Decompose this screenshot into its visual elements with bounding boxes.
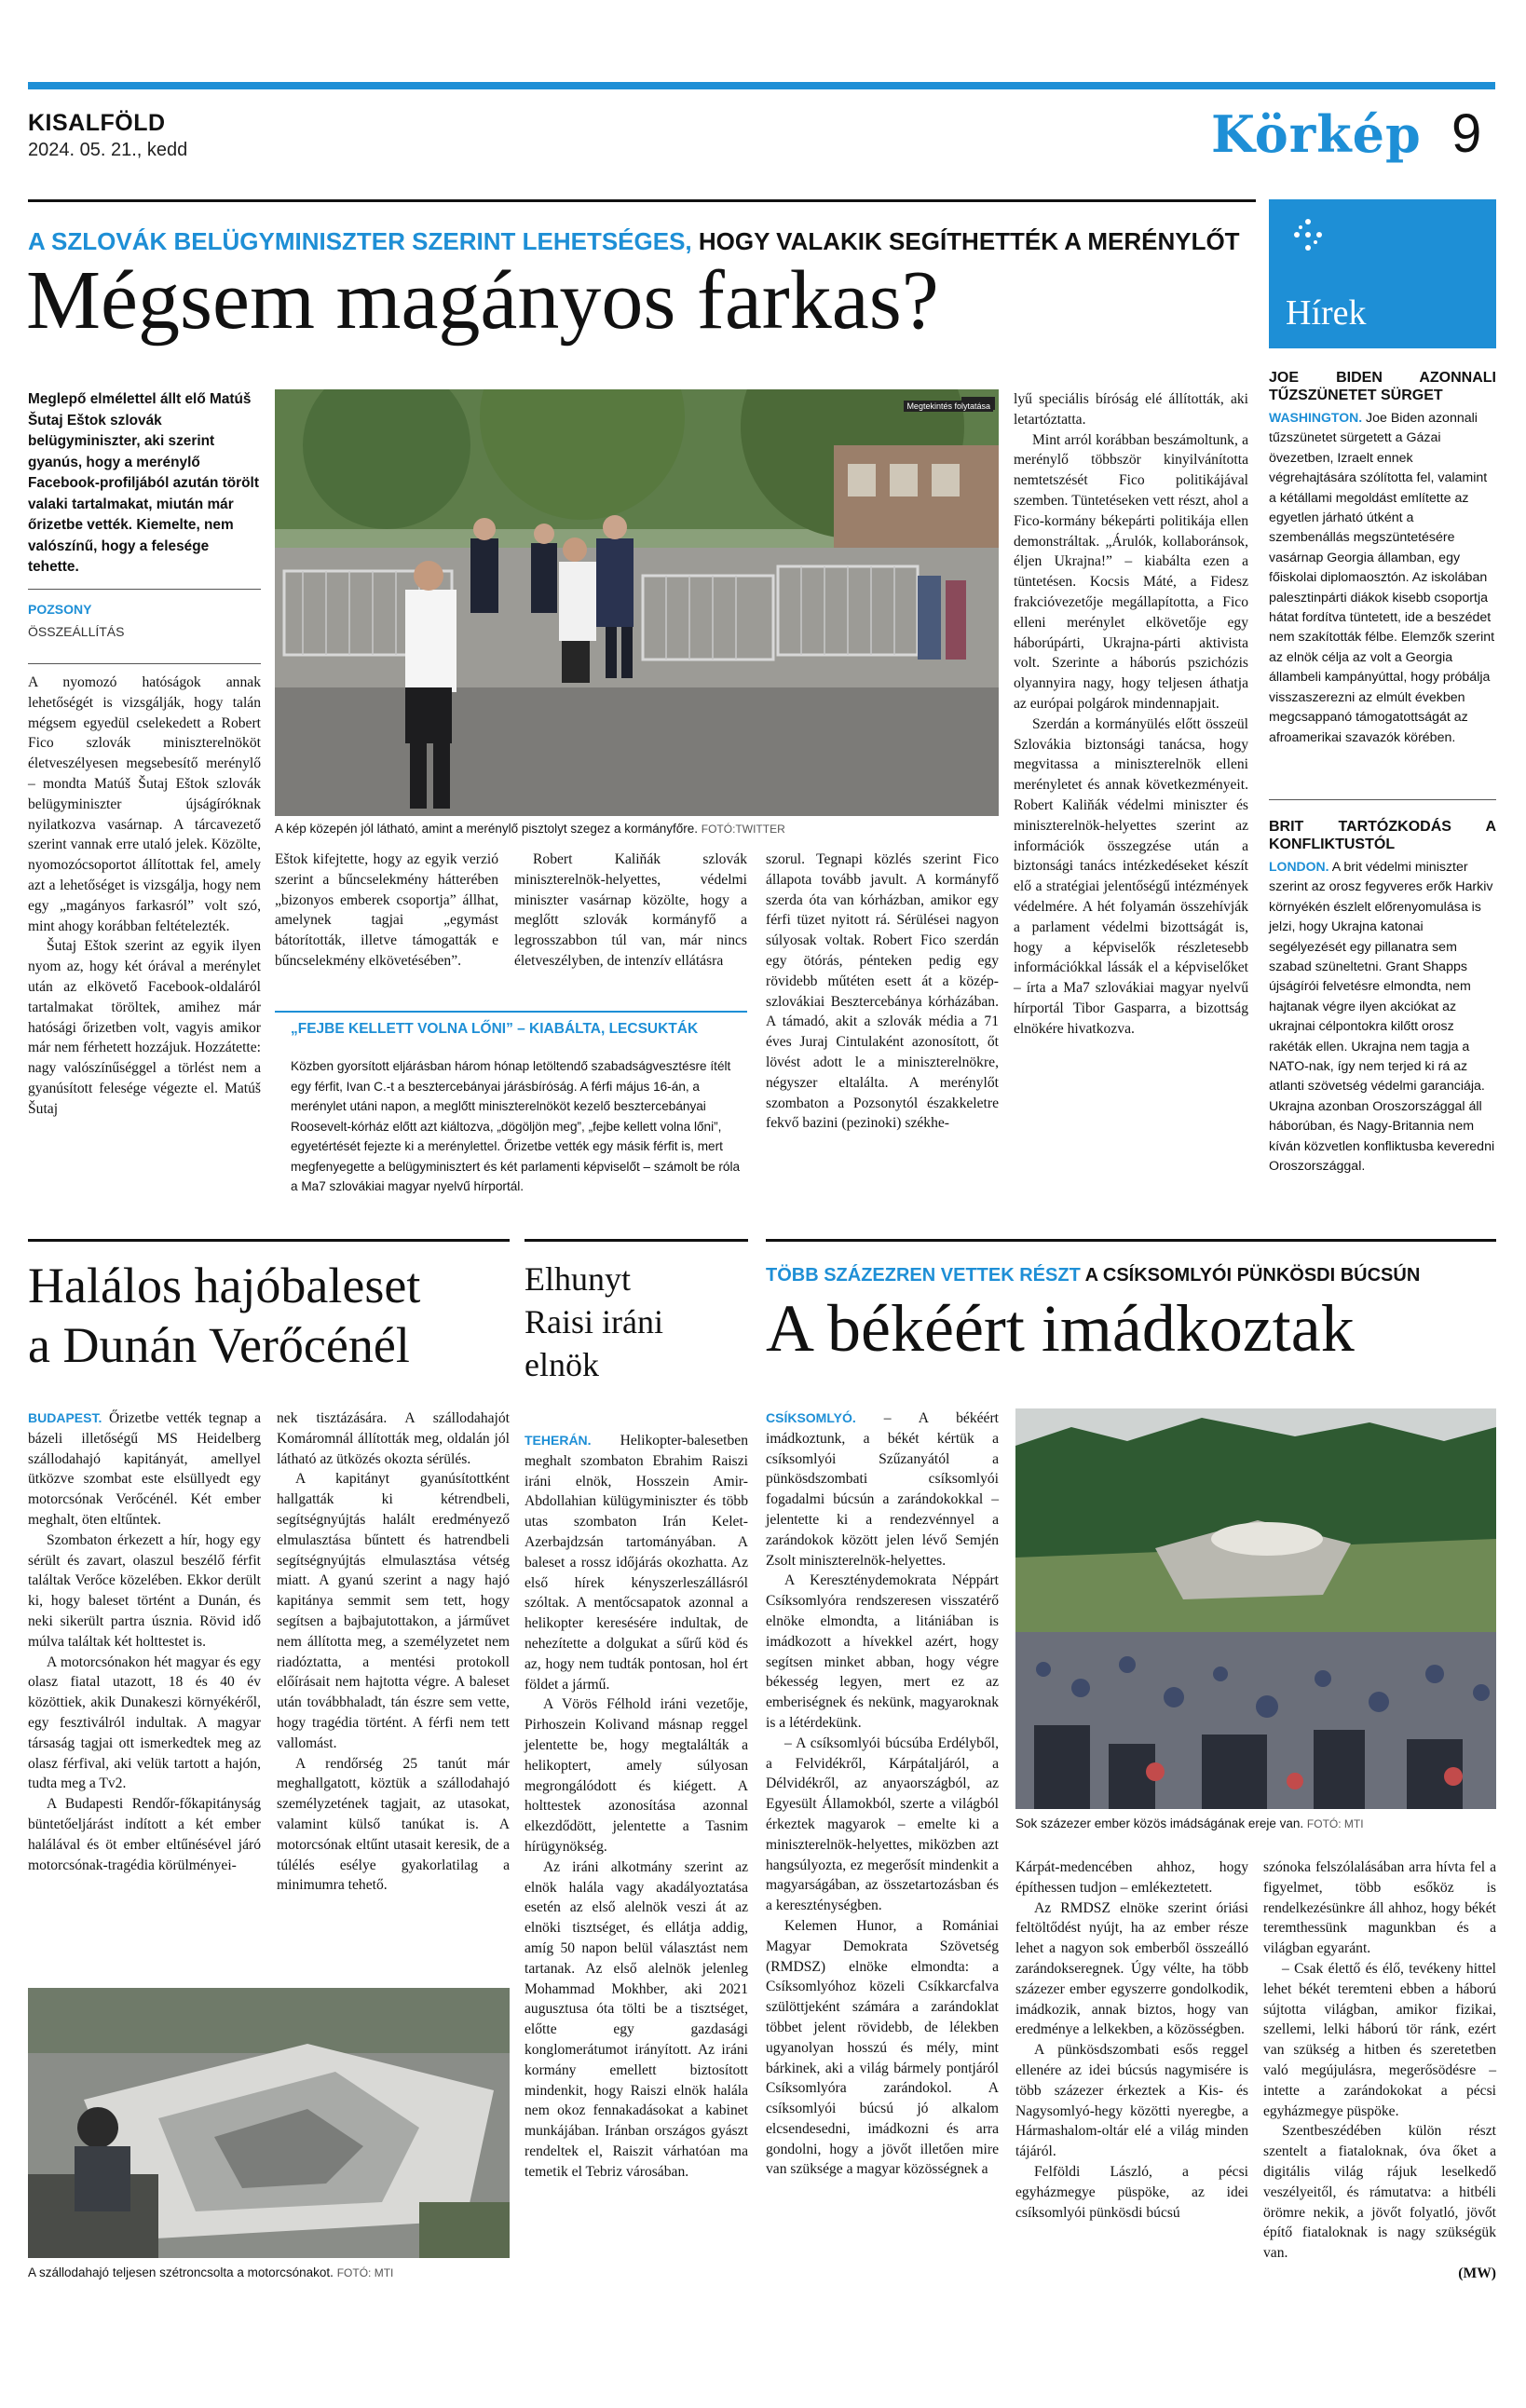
main-photo-caption <box>275 822 999 836</box>
photo-credit: FOTÓ:TWITTER <box>701 823 785 836</box>
peace-headline: A békéért imádkoztak <box>766 1291 1355 1366</box>
kicker-rest: A CSÍKSOMLYÓI PÜNKÖSDI BÚCSÚN <box>1080 1265 1421 1286</box>
box-rule <box>275 1011 747 1013</box>
main-column-3: Robert Kaliňák szlovák miniszterelnök-helyettes, védelmi miniszter vasárnap közölte, hogy a meglőtt szlovák kormányfő a legrosszabbon túl van, már nincs életveszélyben, de intenzív ellátásra <box>514 851 747 969</box>
ship-headline <box>28 1256 420 1375</box>
sidebar-item-1 <box>1269 369 1496 748</box>
byline: ÖSSZEÁLLÍTÁS <box>28 624 125 639</box>
main-headline: Mégsem magányos farkas? <box>26 254 939 347</box>
main-column-1: A nyomozó hatóságok annak lehetőségét is vizsgálják, hogy talán mégsem egyedül cselekedett a Robert Fico szlovák miniszterelnököt életveszélyesen megsebesítő merénylő – mondta Matúš Šutaj Eštok szlovák belügyminiszter újságíróknak nyilatkozva vasárnap. A tárcavezető szerint vannak erre utaló jelek. Közölte, nyomozócsoportot állítottak fel, amely azt a lehetőséget is vizsgálja, hogy nem egy „magányos farkasról” volt szó, mint ahogy korábban feltételezték. Šutaj Eštok szerint az egyik ilyen nyom az, hogy két órával a merénylet után az elkövető Facebook-oldaláról tartalmakat töröltek, amihez már hatósági őrizetben volt, vagyis amikor már nem férhetett hozzájuk. Hozzátette: nagy valószínűséggel a törlést nem a gyanúsított felesége végezte el. Matúš Šutaj <box>28 674 261 1117</box>
peace-kicker <box>766 1265 1420 1286</box>
main-lead: Meglepő elmélettel állt elő Matúš Šutaj Eštok szlovák belügyminiszter, aki szerint gyanús, hogy a merénylő Facebook-profiljából azután törölt valaki tartalmakat, miután már őrizetbe vették. Kiemelte, nem valószínű, hogy a felesége tehette. <box>28 391 259 575</box>
caption-text: A kép közepén jól látható, amint a merénylő pisztolyt szegez a kormányfőre. <box>275 822 698 836</box>
main-column-2: Eštok kifejtette, hogy az egyik verzió szerint a bűncselekmény hátterében „bizonyos emberek csoportja” állhat, amelynek tagjai „egymást bátorították, illetve támogatták e bűncselekmény elkövetésében”. <box>275 851 498 969</box>
sidebar-label: Hírek <box>1286 293 1367 333</box>
caption-text: Sok százezer ember közös imádságának ereje van. <box>1015 1816 1304 1830</box>
top-accent-bar <box>28 82 1495 89</box>
kicker-highlight: A SZLOVÁK BELÜGYMINISZTER SZERINT LEHETSÉGES, <box>28 227 692 255</box>
sidebar-item-text: Joe Biden azonnali tűzszünetet sürgetett a Gázai övezetben, Izraelt ennek végrehajtására szólította fel, valamint a kétállami megoldást említette az egyetlen járható útként a szembenállás megszüntetésére vasárnap Georgia államban, egy főiskolai diplomaosztón. Az iskolában palesztinpárti diákok kisebb csoportja hátat fordítva tüntetett, ide a beszédet nem szakították félbe. Elemzők szerint az elnök célja az volt a Georgia állambeli kampányúttal, hogy próbálja visszaszerezni az elmúlt években megcsappanó támogatottságát az afroamerikai szavazók körében. <box>1269 411 1495 745</box>
photo-scene <box>275 389 999 816</box>
sidebar-divider <box>1269 799 1496 800</box>
signature: (MW) <box>1458 2265 1496 2281</box>
issue-date: 2024. 05. 21., kedd <box>28 140 188 160</box>
main-photo <box>275 389 999 816</box>
page-number: 9 <box>1451 103 1482 164</box>
ship-photo-scene <box>28 1988 510 2258</box>
sidebar-item-title: BRIT TARTÓZKODÁS A KONFLIKTUSTÓL <box>1269 819 1496 852</box>
main-column-5: lyű speciális bíróság elé állították, aki letartóztatta. Mint arról korábban beszámoltunk, a merénylő többször kinyilvánította nemtetszését Fico politikájával szemben. Tüntetéseken vett részt, ahol a Fico-kormány békepárti politikája ellen demonstráltak. „Árulók, kollaboránsok, éljen Ukrajna!” – kiabálta ezen a tüntetésen. Kocsis Máté, a Fidesz frakcióvezetője megállapította, a Fico elleni merénylet elkövetője egy háborúpárti, Ukrajna-párti aktivista volt. Szerinte a háborús pszichózis olyannyira nagy, hogy teljesen áthatja az európai polgárok mindennapjait. Szerdán a kormányülés előtt összeül Szlovákia biztonsági tanácsa, hogy megvitassa a miniszterelnök elleni merényletet és annak következményeit. Robert Kaliňák védelmi miniszter és miniszterelnök-helyettes szerint az információk összegzése után a biztonsági tanács intézkedéseket készít elő a stratégiai jelentőségű intézmények védelmére. A hét folyamán összehívják a parlament védelmi bizottságát is, hogy a képviselők részletesebb információkkal lássák el a képviselőket – írta a Ma7 szlovákiai magyar nyelvű hírportál Tibor Gasparra, a bizottság elnökére hivatkozva. <box>1014 391 1248 1037</box>
rule <box>766 1239 1496 1242</box>
ship-photo <box>28 1988 510 2258</box>
byline-rule <box>28 663 261 664</box>
dots-logo-icon <box>1289 216 1327 253</box>
ship-column-1: BUDAPEST. Őrizetbe vették tegnap a bázeli illetőségű MS Heidelberg szállodahajó kapitányát, amellyel ütközve szombat este elsüllyedt egy motorcsónak Verőcénél. Két ember meghalt, öten eltűntek. Szombaton érkezett a hír, hogy egy sérült és zavart, olaszul beszélő férfit találtak Verőce közelében. Ekkor derült ki, hogy baleset történt a Dunán, és neki sikerült partra úsznia. Rövid idő múlva találtak két holttestet is. A motorcsónakon hét magyar és egy olasz fiatal utazott, 18 és 40 év közöttiek, akik Dunakeszi környékéről, egy fesztiválról indultak. A magyar társaság tagjai ott ismerkedtek meg az olasz férfival, aki velük tartott a hajón, tudta meg a Tv2. A Budapesti Rendőr-főkapitányság büntetőeljárást indított a két ember halálával és öt ember eltűnésével járó motorcsónak-tragédia körülményei- <box>28 1410 261 1873</box>
kicker-highlight: TÖBB SZÁZEZREN VETTEK RÉSZT <box>766 1265 1081 1286</box>
sidebar-item-title: JOE BIDEN AZONNALI TŰZSZÜNETET SÜRGET <box>1269 370 1496 403</box>
sidebar-item-text: A brit védelmi miniszter szerint az orosz fegyveres erők Harkiv környékén észlelt előrenyomulása is jelzi, hogy Ukrajna katonai segélyezését egy pillanatra sem szabad szüneltetni. Grant Shapps újságírói felvetésre elmondta, nem hajtanak végre ilyen akciókat az ukrajnai célpontokra kilőtt orosz rakéták ellen. Ukrajna nem tagja a NATO-nak, így nem terjed ki rá az atlanti szövetség védelmi garanciája. Ukrajna azonban Oroszországgal áll háborúban, és Nagy-Britannia nem kíván közvetlen konfliktusba keveredni Oroszországgal. <box>1269 860 1495 1175</box>
dateline: POZSONY <box>28 602 92 617</box>
ship-headline-line1: Halálos hajóbaleset <box>28 1258 421 1313</box>
box-title: „FEJBE KELLETT VOLNA LŐNI” – KIABÁLTA, LECSUKTÁK <box>291 1021 699 1037</box>
photo-overlay-tag: Megtekintés folytatása <box>904 401 993 412</box>
rule <box>28 1239 510 1242</box>
peace-column-2: Kárpát-medencében ahhoz, hogy építhessen tudjon – emlékeztetett. Az RMDSZ elnöke szerint óriási feltöltődést nyújt, ha az ember része lehet a nagyon sok emberből összeálló zarándokseregnek. Úgy vélte, ha több százezer ember egyszerre gondolkodik, imádkozik, annak biztos, hogy van eredménye a lelkekben, a közösségben. A pünkösdszombati esős reggel ellenére az idei búcsús nagymisére is több százezer érkeztek a Kis- és Nagysomlyó-hegy közötti nyeregbe, a Hármashalom-oltár elé a világ minden tájáról. Felföldi László, a pécsi egyházmegye püspöke, az idei csíksomlyói pünkösdi búcsú <box>1015 1859 1248 2221</box>
peace-column-1: CSÍKSOMLYÓ. – A békéért imádkoztunk, a békét kértük a csíksomlyói Szűzanyától a pünkösdszombati csíksomlyói fogadalmi búcsún a zarándokokkal – jelentette ki a rendezvénnyel a zarándokok között jelen lévő Semjén Zsolt miniszterelnök-helyettes. A Kereszténydemokrata Néppárt Csíksomlyóra rendszeresen visszatérő elnöke elmondta, a litániában is imádkozott a hívekkel azért, hogy segítsen minket abban, hogy végre békesség legyen, mert ez az emberiségnek és nekünk, magyaroknak is a létérdekünk. – A csíksomlyói búcsúba Erdélyből, a Felvidékről, Kárpátaljáról, a Délvidékről, az anyaországból, az Egyesült Államokból, szerte a világból érkeztek magyarok – emelte ki a miniszterelnök-helyettes, miközben azt hangsúlyozta, ez megerősít mindenkit a magyarságában, az összetartozásban és a kereszténységben. Kelemen Hunor, a Romániai Magyar Demokrata Szövetség (RMDSZ) elnöke elmondta: a Csíksomlyóhoz közeli Csíkkarcfalva szülöttjeként számára a zarándoklat többet jelent rövidebb, de lélekben ugyanolyan hosszú és mély, mint bárkinek, aki a világ bármely pontjáról Csíksomlyóra zarándokol. A csíksomlyói búcsú jó alkalom elcsendesedni, imádkozni és arra gondolni, hogy a jövőt illetően mire van szüksége a magyar közösségnek a <box>766 1410 999 2178</box>
peace-column-3: szónoka felszólalásában arra hívta fel a figyelmet, több esőköz is rendelkezésünkre áll ahhoz, hogy békét teremthessünk magunkban és a világban egyaránt. – Csak élettő és élő, tevékeny hittel lehet békét teremteni ebben a háború sújtotta világban, amikor fizikai, szellemi, lelki háború tör ránk, ezért van szükség a hitben és szeretetben való megújulásra, megerősödésre – intette a zarándokokat a pécsi egyházmegye püspöke. Szentbeszédében külön részt szentelt a fiataloknak, óva őket a digitális világ rájuk leselkedő veszélyeitől, és rámutatva: a hitbéli örömre nekik, a jövőt folyatló, jövőt építő fiataloknak is nagy szükségük van. (MW) <box>1263 1857 1496 2284</box>
rule <box>525 1239 748 1242</box>
caption-text: A szállodahajó teljesen szétroncsolta a motorcsónakot. <box>28 2265 334 2279</box>
photo-credit: FOTÓ: MTI <box>336 2266 394 2279</box>
raisi-dateline: TEHERÁN. <box>525 1433 592 1448</box>
raisi-headline: Elhunyt Raisi iráni elnök <box>525 1260 663 1383</box>
kicker-rest: HOGY VALAKIK SEGÍTHETTÉK A MERÉNYLŐT <box>691 227 1240 255</box>
paper-name: KISALFÖLD <box>28 110 166 136</box>
news-sidebar-header <box>1269 199 1496 348</box>
peace-photo <box>1015 1408 1496 1809</box>
peace-photo-caption <box>1015 1816 1496 1830</box>
peace-photo-scene <box>1015 1408 1496 1809</box>
section-title: Körkép <box>1211 104 1422 164</box>
peace-dateline: CSÍKSOMLYÓ. <box>766 1410 856 1425</box>
ship-photo-caption <box>28 2265 510 2279</box>
lead-rule <box>28 589 261 590</box>
rule <box>28 199 1256 202</box>
sidebar-dateline: LONDON. <box>1269 859 1329 874</box>
ship-column-2: nek tisztázására. A szállodahajót Komáromnál állították meg, oldalán jól látható az ütközés okozta sérülés. A kapitányt gyanúsítottként hallgatták ki kétrendbeli, segítségnyújtás halált eredményező elmulasztása bűntett és hatrendbeli segítségnyújtás elmulasztása vétség miatt. A gyanú szerint a nagy hajó kapitánya semmit sem tett, hogy segítsen a bajbajutottakon, a járművet nem állította meg, a személyzetet nem riadóztatta, a mentési protokoll előírásait nem hajtotta végre. A baleset után továbbhaladt, tán észre sem vette, hogy tragédia történt. A férfi nem tett vallomást. A rendőrség 25 tanút már meghallgatott, köztük a szállodahajó személyzetének tagjait, az utasokat, valamint külső tanúkat is. A motorcsónak eltűnt utasait keresik, de a túlélés esélye gyakorlatilag a minimumra tehető. <box>277 1410 510 1894</box>
sidebar-dateline: WASHINGTON. <box>1269 410 1363 425</box>
photo-credit: FOTÓ: MTI <box>1306 1817 1364 1830</box>
main-column-4: szorul. Tegnapi közlés szerint Fico állapota tovább javult. A kormányfő szerda óta van kórházban, amikor egy férfi tüzet nyitott rá. Sérülései nagyon súlyosak voltak. Robert Fico szerdán egy ötórás, pénteken pedig egy rövidebb műtéten esett át a közép-szlovákiai Besztercebánya kórházában. A támadó, akit a szlovák média a 71 éves Juraj Cintulaként azonosított, őt lövést adott le a miniszterelnökre, négyszer eltalálta. A merénylőt szombaton a Pozsonytól északkeletre fekvő bazini (pezinoki) székhe- <box>766 851 999 1132</box>
ship-headline-line2: a Dunán Verőcénél <box>28 1317 410 1373</box>
raisi-column: TEHERÁN. Helikopter-balesetben meghalt szombaton Ebrahim Raiszi iráni elnök, Hosszein Amir-Abdollahian külügyminiszter és több utas szombaton Irán Kelet-Azerbajdzsán tartományában. A baleset a rossz időjárás okozhatta. Az első hírek kényszerleszállásról szóltak. A mentőcsapatok azonnal a helikopter keresésére indultak, de nehezítette a dolgukat a sűrű köd és az, hogy nem tudták pontosan, hol ért földet a jármű. A Vörös Félhold iráni vezetője, Pirhoszein Kolivand másnap reggel jelentette be, hogy megtalálták a helikoptert, amely súlyosan megrongálódott és kiégett. A holttestek azonosítása azonnal elkezdődött, jelentette a Tasnim hírügynökség. Az iráni alkotmány szerint az elnök halála vagy akadályoztatása esetén az első alelnök veszi át az elnöki tisztséget, és ellátja addig, amíg 50 napon belül választást nem tartanak. Az első alelnök jelenleg Mohammad Mokhber, aki 2021 augusztusa óta tölti be a tisztséget, előtte egy gazdasági konglomerátumot irányított. Az iráni kormány emellett biztosított mindenkit, hogy Raiszi elnök halála nem okoz fennakadásokat a kabinet munkájában. Iránban országos gyászt rendeltek el, Raiszit várhatóan ma temetik el Tebriz városában. <box>525 1433 748 2180</box>
box-body: Közben gyorsított eljárásban három hónap letöltendő szabadságvesztésre ítélt egy férfit, Ivan C.-t a besztercebányai járásbíróság. A férfi május 16-án, a merénylet utáni napon, a meglőtt miniszterelnököt kezelő besztercebányai Roosevelt-kórház előtt azt kiáltozva, „dögöljön meg”, „fejbe kellett volna lőni”, egyetértését fejezte ki a merénylettel. Őrizetbe vették egy másik férfit is, mert megfenyegette a belügyminisztert és két parlamenti képviselőt – számolt be róla a Ma7 szlovákiai magyar nyelvű hírportál. <box>291 1059 741 1193</box>
ship-dateline: BUDAPEST. <box>28 1410 102 1425</box>
sidebar-item-2 <box>1269 818 1496 1177</box>
